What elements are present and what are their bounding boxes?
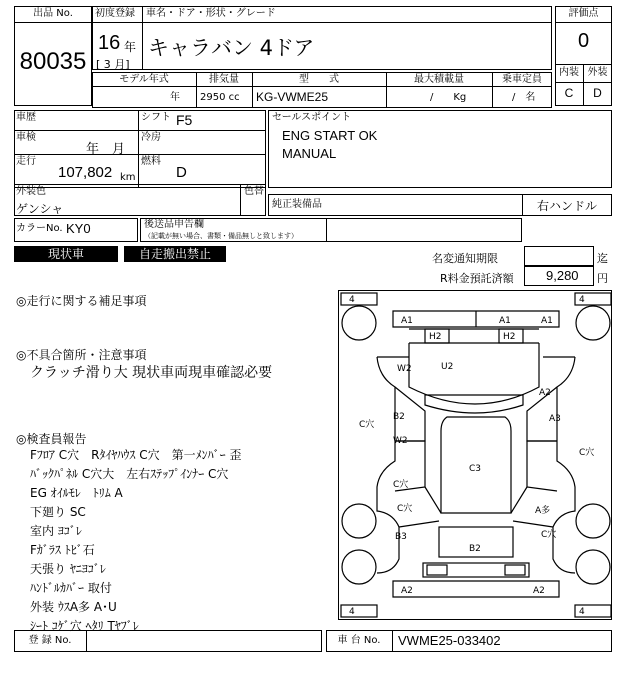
damage-mark: U2 (441, 362, 454, 372)
defects-title: ◎不具合箇所・注意事項 (16, 348, 147, 362)
divider (92, 22, 552, 23)
tire-front-left (342, 306, 376, 340)
capacity: / 名 (512, 92, 536, 103)
inspector-line: ﾊﾝﾄﾞﾙｶﾊﾞｰ 取付 (30, 581, 112, 595)
damage-mark: C穴 (579, 448, 595, 458)
damage-mark: A2 (401, 586, 413, 596)
max-load: / Kg (430, 92, 467, 103)
tire-rear-right (576, 504, 610, 538)
divider (138, 110, 139, 188)
side-right (553, 357, 575, 573)
interior-grade: C (564, 86, 574, 100)
inspector-list (30, 446, 241, 636)
car-name: キャラバン 4ドア (148, 36, 315, 60)
damage-mark: W2 (397, 364, 412, 374)
inspection-value: 年 月 (86, 142, 126, 157)
damage-mark: H2 (503, 332, 516, 342)
inspector-line: 室内 ﾖｺﾞﾚ (30, 524, 82, 538)
damage-mark: C穴 (359, 420, 375, 430)
fuel-value: D (176, 164, 187, 181)
divider (392, 630, 393, 652)
year-unit: 年 (124, 40, 137, 54)
damage-mark: A1 (499, 316, 511, 326)
model-code: KG-VWME25 (256, 90, 329, 104)
first-reg-label: 初度登録 (95, 8, 135, 19)
mileage-label: 走行 (16, 156, 36, 167)
exterior-label: 外装 (587, 67, 608, 78)
damage-mark: C3 (469, 464, 482, 474)
tire-tag-text: 4 (579, 295, 585, 305)
divider (14, 22, 92, 23)
model-label: 型 式 (299, 74, 339, 85)
details-box (14, 110, 266, 188)
supplement-title: ◎走行に関する補足事項 (16, 294, 147, 308)
current-car-bar: 現状車 (14, 246, 118, 262)
fuel-label: 燃料 (141, 156, 161, 167)
tire-rear-right-2 (576, 550, 610, 584)
damage-mark: A2 (539, 388, 551, 398)
interior-label: 内装 (559, 67, 579, 78)
tire-rear-left (342, 504, 376, 538)
genuine-label: 純正装備品 (272, 199, 322, 210)
tire-tag-text: 4 (579, 607, 585, 617)
inspector-line: EG ｵｲﾙﾓﾚ ﾄﾘﾑ A (30, 486, 123, 500)
sales-point-2: MANUAL (282, 146, 337, 161)
displacement-label: 排気量 (209, 74, 239, 85)
defects-text: クラッチ滑り大 現状車両現車確認必要 (30, 365, 273, 381)
damage-mark: A1 (541, 316, 553, 326)
exterior-color-value: ゲンシャ (16, 202, 64, 216)
inspection-label: 車検 (16, 132, 36, 143)
tire-tag-rl (341, 605, 377, 617)
shift-value: F5 (176, 112, 193, 128)
tire-tag-text: 4 (349, 607, 355, 617)
tire-front-right (576, 306, 610, 340)
divider (92, 86, 552, 87)
damage-mark: A3 (549, 414, 561, 424)
inspector-line: 下廻り SC (30, 505, 86, 519)
divider (326, 218, 327, 242)
history-label: 車歴 (16, 112, 36, 123)
lot-number: 80035 (19, 48, 87, 75)
sales-point-1: ENG START OK (282, 128, 378, 143)
damage-mark: A多 (535, 506, 551, 516)
recycle-amount: 9,280 (546, 268, 579, 283)
tire-tag-text: 4 (349, 295, 355, 305)
no-self-drive-bar: 自走搬出禁止 (124, 246, 226, 262)
aircon-label: 冷房 (141, 132, 161, 143)
damage-mark: C穴 (541, 530, 557, 540)
chassis-no: VWME25-033402 (398, 633, 501, 648)
divider (555, 82, 612, 83)
rear-pillar (425, 487, 527, 513)
score-label: 評価点 (568, 8, 599, 19)
damage-mark: B3 (395, 532, 407, 542)
color-no-label: カラーNo. (16, 223, 63, 234)
chassis-label: 車 台 No. (337, 635, 381, 646)
divider (14, 154, 266, 155)
handle-value: 右ハンドル (536, 199, 597, 213)
lot-label: 出品 No. (33, 8, 73, 19)
divider (86, 630, 87, 652)
car-diagram (339, 291, 613, 621)
inspector-line: Fﾌﾛｱ C穴 Rﾀｲﾔﾊｳｽ C穴 第一ﾒﾝﾊﾞｰ 歪 (30, 448, 242, 462)
inspector-line: Fｶﾞﾗｽ ﾄﾋﾞ石 (30, 543, 95, 557)
mileage-value: 107,802 (58, 164, 113, 181)
name-change-unit: 迄 (597, 252, 608, 265)
month-value: [ 3 月] (96, 58, 130, 71)
recycle-unit: 円 (597, 272, 608, 285)
car-name-label: 車名・ドア・形状・グレード (146, 8, 276, 19)
damage-mark: B2 (469, 544, 481, 554)
name-change-label: 名変通知期限 (432, 252, 498, 265)
later-docs-label: 後送品申告欄 (144, 219, 204, 230)
tire-tag-fl (341, 293, 377, 305)
sales-point-label: セールスポイント (272, 112, 352, 123)
displacement: 2950 cc (200, 92, 240, 103)
exterior-color-label: 外装色 (16, 186, 46, 197)
name-change-box (524, 246, 594, 266)
damage-mark: B2 (393, 412, 405, 422)
inspector-line: 天張り ﾔﾆﾖｺﾞﾚ (30, 562, 106, 576)
inspector-line: ﾊﾞｯｸﾊﾟﾈﾙ C穴大 左右ｽﾃｯﾌﾟｲﾝﾅｰ C穴 (30, 467, 229, 481)
repaint-label: 色替 (244, 186, 264, 197)
inspector-title: ◎検査員報告 (16, 432, 87, 446)
damage-mark: H2 (429, 332, 442, 342)
divider (240, 184, 241, 216)
max-load-label: 最大積載量 (414, 74, 464, 85)
damage-mark: C穴 (397, 504, 413, 514)
divider (555, 22, 612, 23)
tire-rear-left-2 (342, 550, 376, 584)
exterior-grade: D (593, 86, 602, 100)
damage-mark: A1 (401, 316, 413, 326)
color-no-value: KY0 (66, 221, 91, 236)
recycle-label: R料金預託済額 (440, 272, 514, 285)
score-value: 0 (577, 30, 590, 52)
inspector-line: ｼｰﾄ ｺｹﾞ穴 ﾍﾀﾘ Tﾔﾌﾞﾚ (30, 619, 139, 633)
rear-quarter (399, 521, 553, 527)
year-number: 16 (98, 32, 121, 54)
later-docs-note: （記載が無い場合、書類・備品無しと致します） (144, 232, 298, 240)
reg-no-label: 登 録 No. (28, 635, 72, 646)
model-year-label: モデル年式 (119, 74, 169, 85)
damage-mark: W2 (393, 436, 408, 446)
model-year-unit: 年 (170, 92, 180, 103)
inspector-line: 外装 ｳｽA多 A･U (30, 600, 117, 614)
car-diagram-box (338, 290, 612, 620)
divider (14, 130, 266, 131)
mileage-unit: km (120, 172, 136, 183)
capacity-label: 乗車定員 (502, 74, 542, 85)
divider (142, 6, 143, 70)
damage-mark: A2 (533, 586, 545, 596)
damage-mark: C穴 (393, 480, 409, 490)
sliding-door-right (527, 441, 557, 491)
shift-label: シフト (141, 112, 171, 123)
